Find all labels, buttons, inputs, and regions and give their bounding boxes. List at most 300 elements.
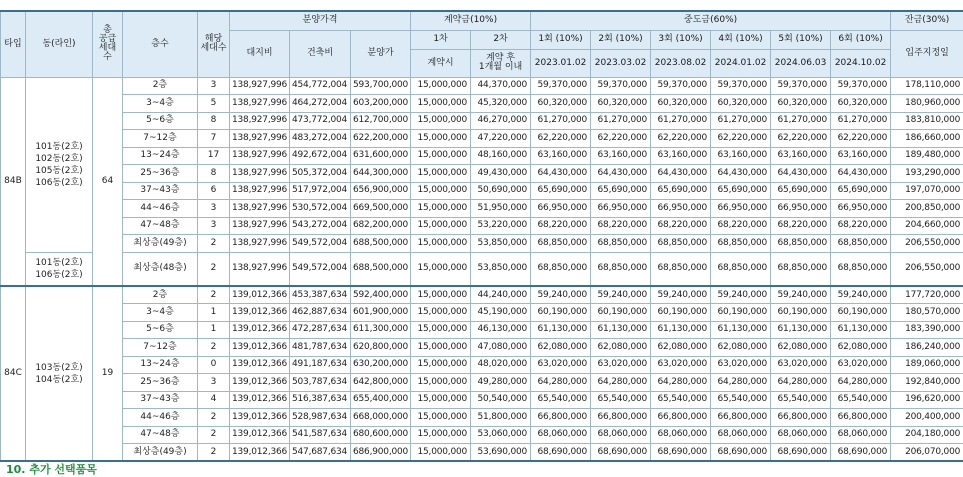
middle-payment-cell: 64,280,000 <box>651 374 711 392</box>
middle-payment-cell: 60,320,000 <box>651 95 711 113</box>
dong-label: 101동(2호) <box>28 141 90 153</box>
middle-payment-cell: 65,540,000 <box>771 391 831 409</box>
table-row <box>1 165 963 183</box>
middle-payment-cell: 59,240,000 <box>591 286 651 304</box>
header-mid-5: 5회 (10%) <box>771 30 831 49</box>
table-row <box>1 147 963 165</box>
sale-price-cell: 688,500,000 <box>351 235 411 253</box>
floor-cell: 13~24층 <box>123 356 198 374</box>
floor-cell: 37~43층 <box>123 391 198 409</box>
table-row <box>1 356 963 374</box>
middle-payment-cell: 68,220,000 <box>651 217 711 235</box>
middle-payment-cell: 63,020,000 <box>711 356 771 374</box>
land-cost-cell: 139,012,366 <box>230 304 290 322</box>
land-cost-cell: 139,012,366 <box>230 321 290 339</box>
sale-price-cell: 655,400,000 <box>351 391 411 409</box>
header-sale-price: 분양가격 <box>230 11 411 30</box>
header-mid-date-5: 2024.06.03 <box>771 49 831 77</box>
deposit-2-cell: 53,690,000 <box>471 444 531 462</box>
header-mid-3: 3회 (10%) <box>651 30 711 49</box>
land-cost-cell: 139,012,366 <box>230 339 290 357</box>
middle-payment-cell: 68,690,000 <box>591 444 651 462</box>
middle-payment-cell: 68,060,000 <box>711 426 771 444</box>
middle-payment-cell: 66,950,000 <box>531 200 591 218</box>
middle-payment-cell: 68,850,000 <box>711 235 771 253</box>
balance-cell: 180,570,000 <box>891 304 963 322</box>
middle-payment-cell: 63,160,000 <box>831 147 891 165</box>
middle-payment-cell: 60,320,000 <box>711 95 771 113</box>
middle-payment-cell: 64,280,000 <box>591 374 651 392</box>
middle-payment-cell: 68,220,000 <box>831 217 891 235</box>
sale-price-cell: 686,900,000 <box>351 444 411 462</box>
building-cost-cell: 462,887,634 <box>290 304 351 322</box>
building-cost-cell: 528,987,634 <box>290 409 351 427</box>
building-cost-cell: 517,972,004 <box>290 182 351 200</box>
type-cell: 84C <box>1 286 26 461</box>
land-cost-cell: 138,927,996 <box>230 252 290 286</box>
deposit-1-cell: 15,000,000 <box>411 426 471 444</box>
deposit-1-cell: 15,000,000 <box>411 112 471 130</box>
middle-payment-cell: 66,950,000 <box>831 200 891 218</box>
middle-payment-cell: 65,690,000 <box>591 182 651 200</box>
middle-payment-cell: 60,320,000 <box>531 95 591 113</box>
balance-cell: 206,070,000 <box>891 444 963 462</box>
middle-payment-cell: 59,370,000 <box>651 77 711 95</box>
dong-label: 103동(2호) <box>28 362 90 374</box>
middle-payment-cell: 64,430,000 <box>831 165 891 183</box>
middle-payment-cell: 62,220,000 <box>651 130 711 148</box>
units-cell: 2 <box>198 409 230 427</box>
total-units-cell: 19 <box>93 286 123 461</box>
header-mid-4: 4회 (10%) <box>711 30 771 49</box>
building-cost-cell: 453,387,634 <box>290 286 351 304</box>
table-row <box>1 444 963 462</box>
middle-payment-cell: 63,020,000 <box>651 356 711 374</box>
middle-payment-cell: 61,130,000 <box>771 321 831 339</box>
balance-cell: 200,400,000 <box>891 409 963 427</box>
header-mid-date-2: 2023.03.02 <box>591 49 651 77</box>
header-balance: 잔금(30%) <box>891 11 963 30</box>
units-cell: 2 <box>198 444 230 462</box>
building-cost-cell: 503,787,634 <box>290 374 351 392</box>
building-cost-cell: 516,387,634 <box>290 391 351 409</box>
header-dep1: 1차 <box>411 30 471 49</box>
middle-payment-cell: 68,850,000 <box>831 235 891 253</box>
middle-payment-cell: 59,240,000 <box>531 286 591 304</box>
sale-price-cell: 644,300,000 <box>351 165 411 183</box>
middle-payment-cell: 64,430,000 <box>771 165 831 183</box>
middle-payment-cell: 68,220,000 <box>591 217 651 235</box>
balance-cell: 186,660,000 <box>891 130 963 148</box>
deposit-2-cell: 51,800,000 <box>471 409 531 427</box>
middle-payment-cell: 68,690,000 <box>651 444 711 462</box>
balance-cell: 178,110,000 <box>891 77 963 95</box>
middle-payment-cell: 66,800,000 <box>531 409 591 427</box>
middle-payment-cell: 61,130,000 <box>711 321 771 339</box>
building-cost-cell: 464,272,004 <box>290 95 351 113</box>
table-row <box>1 426 963 444</box>
table-row <box>1 130 963 148</box>
middle-payment-cell: 66,800,000 <box>651 409 711 427</box>
header-mid-2: 2회 (10%) <box>591 30 651 49</box>
building-cost-cell: 481,787,634 <box>290 339 351 357</box>
middle-payment-cell: 65,690,000 <box>831 182 891 200</box>
middle-payment-cell: 63,160,000 <box>771 147 831 165</box>
deposit-1-cell: 15,000,000 <box>411 235 471 253</box>
header-mid-date-3: 2023.08.02 <box>651 49 711 77</box>
deposit-2-cell: 53,850,000 <box>471 252 531 286</box>
header-deposit: 계약금(10%) <box>411 11 531 30</box>
middle-payment-cell: 64,430,000 <box>711 165 771 183</box>
deposit-1-cell: 15,000,000 <box>411 391 471 409</box>
floor-cell: 최상층(49층) <box>123 235 198 253</box>
middle-payment-cell: 64,280,000 <box>711 374 771 392</box>
table-row <box>1 235 963 253</box>
middle-payment-cell: 64,280,000 <box>531 374 591 392</box>
table-row <box>1 286 963 304</box>
middle-payment-cell: 66,800,000 <box>771 409 831 427</box>
middle-payment-cell: 62,080,000 <box>531 339 591 357</box>
units-cell: 0 <box>198 356 230 374</box>
deposit-1-cell: 15,000,000 <box>411 130 471 148</box>
sale-price-cell: 592,400,000 <box>351 286 411 304</box>
floor-cell: 최상층(48층) <box>123 252 198 286</box>
balance-cell: 183,390,000 <box>891 321 963 339</box>
middle-payment-cell: 66,800,000 <box>591 409 651 427</box>
middle-payment-cell: 61,270,000 <box>591 112 651 130</box>
table-row <box>1 182 963 200</box>
sale-price-cell: 680,600,000 <box>351 426 411 444</box>
middle-payment-cell: 59,370,000 <box>831 77 891 95</box>
middle-payment-cell: 63,160,000 <box>591 147 651 165</box>
sale-price-cell: 593,700,000 <box>351 77 411 95</box>
header-dep1-when: 계약시 <box>411 49 471 77</box>
units-cell: 2 <box>198 339 230 357</box>
middle-payment-cell: 61,130,000 <box>531 321 591 339</box>
land-cost-cell: 138,927,996 <box>230 112 290 130</box>
middle-payment-cell: 59,240,000 <box>711 286 771 304</box>
middle-payment-cell: 68,850,000 <box>531 235 591 253</box>
middle-payment-cell: 68,690,000 <box>531 444 591 462</box>
building-cost-cell: 505,372,004 <box>290 165 351 183</box>
header-mid-1: 1회 (10%) <box>531 30 591 49</box>
building-cost-cell: 541,587,634 <box>290 426 351 444</box>
deposit-1-cell: 15,000,000 <box>411 95 471 113</box>
sale-price-cell: 656,900,000 <box>351 182 411 200</box>
deposit-1-cell: 15,000,000 <box>411 77 471 95</box>
deposit-1-cell: 15,000,000 <box>411 321 471 339</box>
section-title: 10. 추가 선택품목 <box>6 461 97 477</box>
land-cost-cell: 139,012,366 <box>230 374 290 392</box>
floor-cell: 3~4층 <box>123 95 198 113</box>
table-row <box>1 339 963 357</box>
units-cell: 3 <box>198 77 230 95</box>
sale-price-cell: 620,800,000 <box>351 339 411 357</box>
deposit-1-cell: 15,000,000 <box>411 286 471 304</box>
deposit-2-cell: 53,850,000 <box>471 235 531 253</box>
balance-cell: 186,240,000 <box>891 339 963 357</box>
deposit-1-cell: 15,000,000 <box>411 252 471 286</box>
middle-payment-cell: 68,690,000 <box>831 444 891 462</box>
middle-payment-cell: 60,320,000 <box>771 95 831 113</box>
sale-price-cell: 682,200,000 <box>351 217 411 235</box>
middle-payment-cell: 61,270,000 <box>651 112 711 130</box>
middle-payment-cell: 65,540,000 <box>711 391 771 409</box>
land-cost-cell: 139,012,366 <box>230 391 290 409</box>
dong-label: 101동(2호) <box>28 257 90 269</box>
sale-price-cell: 630,200,000 <box>351 356 411 374</box>
middle-payment-cell: 68,850,000 <box>591 252 651 286</box>
middle-payment-cell: 60,190,000 <box>531 304 591 322</box>
units-cell: 3 <box>198 200 230 218</box>
sale-price-cell: 611,300,000 <box>351 321 411 339</box>
balance-cell: 193,290,000 <box>891 165 963 183</box>
middle-payment-cell: 66,950,000 <box>591 200 651 218</box>
balance-cell: 183,810,000 <box>891 112 963 130</box>
middle-payment-cell: 68,690,000 <box>771 444 831 462</box>
dong-cell <box>26 77 93 252</box>
middle-payment-cell: 63,020,000 <box>771 356 831 374</box>
header-mid-6: 6회 (10%) <box>831 30 891 49</box>
units-cell: 3 <box>198 217 230 235</box>
middle-payment-cell: 60,190,000 <box>771 304 831 322</box>
deposit-1-cell: 15,000,000 <box>411 356 471 374</box>
deposit-2-cell: 48,160,000 <box>471 147 531 165</box>
sale-price-cell: 669,500,000 <box>351 200 411 218</box>
deposit-2-cell: 53,060,000 <box>471 426 531 444</box>
building-cost-cell: 543,272,004 <box>290 217 351 235</box>
header-dep2: 2차 <box>471 30 531 49</box>
deposit-1-cell: 15,000,000 <box>411 339 471 357</box>
table-row <box>1 321 963 339</box>
middle-payment-cell: 60,320,000 <box>591 95 651 113</box>
table-header <box>1 11 963 77</box>
middle-payment-cell: 68,850,000 <box>831 252 891 286</box>
middle-payment-cell: 66,950,000 <box>771 200 831 218</box>
table-row <box>1 200 963 218</box>
middle-payment-cell: 60,190,000 <box>591 304 651 322</box>
dong-label: 102동(2호) <box>28 153 90 165</box>
middle-payment-cell: 59,370,000 <box>711 77 771 95</box>
balance-cell: 206,550,000 <box>891 235 963 253</box>
dong-label: 104동(2호) <box>28 374 90 386</box>
units-cell: 17 <box>198 147 230 165</box>
building-cost-cell: 492,672,004 <box>290 147 351 165</box>
units-cell: 6 <box>198 182 230 200</box>
middle-payment-cell: 63,020,000 <box>591 356 651 374</box>
deposit-1-cell: 15,000,000 <box>411 147 471 165</box>
table-row <box>1 112 963 130</box>
deposit-1-cell: 15,000,000 <box>411 200 471 218</box>
deposit-1-cell: 15,000,000 <box>411 409 471 427</box>
floor-cell: 2층 <box>123 286 198 304</box>
middle-payment-cell: 64,430,000 <box>651 165 711 183</box>
middle-payment-cell: 62,220,000 <box>771 130 831 148</box>
middle-payment-cell: 61,270,000 <box>531 112 591 130</box>
deposit-2-cell: 53,220,000 <box>471 217 531 235</box>
balance-cell: 192,840,000 <box>891 374 963 392</box>
header-total-units: 총 공급 세대수 <box>93 11 123 77</box>
dong-label: 105동(2호) <box>28 165 90 177</box>
units-cell: 1 <box>198 304 230 322</box>
units-cell: 2 <box>198 286 230 304</box>
floor-cell: 25~36층 <box>123 165 198 183</box>
middle-payment-cell: 59,370,000 <box>591 77 651 95</box>
balance-cell: 196,620,000 <box>891 391 963 409</box>
middle-payment-cell: 59,370,000 <box>531 77 591 95</box>
deposit-2-cell: 44,370,000 <box>471 77 531 95</box>
floor-cell: 44~46층 <box>123 200 198 218</box>
header-dep2-when: 계약 후 1개월 이내 <box>471 49 531 77</box>
header-building: 건축비 <box>290 30 351 77</box>
building-cost-cell: 491,187,634 <box>290 356 351 374</box>
table-row <box>1 409 963 427</box>
middle-payment-cell: 62,220,000 <box>831 130 891 148</box>
land-cost-cell: 138,927,996 <box>230 217 290 235</box>
land-cost-cell: 138,927,996 <box>230 200 290 218</box>
middle-payment-cell: 68,850,000 <box>771 252 831 286</box>
balance-cell: 177,720,000 <box>891 286 963 304</box>
middle-payment-cell: 68,850,000 <box>711 252 771 286</box>
middle-payment-cell: 63,160,000 <box>531 147 591 165</box>
deposit-2-cell: 47,080,000 <box>471 339 531 357</box>
deposit-2-cell: 44,240,000 <box>471 286 531 304</box>
deposit-1-cell: 15,000,000 <box>411 374 471 392</box>
units-cell: 8 <box>198 112 230 130</box>
land-cost-cell: 138,927,996 <box>230 95 290 113</box>
units-cell: 8 <box>198 165 230 183</box>
floor-cell: 7~12층 <box>123 130 198 148</box>
table-row <box>1 95 963 113</box>
middle-payment-cell: 60,190,000 <box>831 304 891 322</box>
header-mid-date-1: 2023.01.02 <box>531 49 591 77</box>
sale-price-cell: 601,900,000 <box>351 304 411 322</box>
units-cell: 2 <box>198 426 230 444</box>
header-floor: 층수 <box>123 11 198 77</box>
floor-cell: 5~6층 <box>123 112 198 130</box>
middle-payment-cell: 62,080,000 <box>771 339 831 357</box>
deposit-2-cell: 48,020,000 <box>471 356 531 374</box>
middle-payment-cell: 62,080,000 <box>651 339 711 357</box>
balance-cell: 206,550,000 <box>891 252 963 286</box>
land-cost-cell: 139,012,366 <box>230 444 290 462</box>
middle-payment-cell: 63,160,000 <box>651 147 711 165</box>
deposit-2-cell: 49,280,000 <box>471 374 531 392</box>
middle-payment-cell: 62,080,000 <box>711 339 771 357</box>
balance-cell: 180,960,000 <box>891 95 963 113</box>
table-row <box>1 252 963 286</box>
header-mid-date-4: 2024.01.02 <box>711 49 771 77</box>
middle-payment-cell: 61,270,000 <box>831 112 891 130</box>
middle-payment-cell: 59,240,000 <box>651 286 711 304</box>
units-cell: 1 <box>198 321 230 339</box>
land-cost-cell: 138,927,996 <box>230 235 290 253</box>
header-balance-when: 입주지정일 <box>891 30 963 77</box>
floor-cell: 최상층(49층) <box>123 444 198 462</box>
middle-payment-cell: 65,690,000 <box>771 182 831 200</box>
middle-payment-cell: 59,370,000 <box>771 77 831 95</box>
header-dong: 동(라인) <box>26 11 93 77</box>
deposit-1-cell: 15,000,000 <box>411 217 471 235</box>
middle-payment-cell: 63,160,000 <box>711 147 771 165</box>
deposit-1-cell: 15,000,000 <box>411 444 471 462</box>
table-row <box>1 217 963 235</box>
dong-label: 106동(2호) <box>28 269 90 281</box>
type-cell: 84B <box>1 77 26 286</box>
building-cost-cell: 549,572,004 <box>290 252 351 286</box>
middle-payment-cell: 61,270,000 <box>771 112 831 130</box>
units-cell: 7 <box>198 130 230 148</box>
land-cost-cell: 138,927,996 <box>230 130 290 148</box>
middle-payment-cell: 65,540,000 <box>591 391 651 409</box>
middle-payment-cell: 61,130,000 <box>591 321 651 339</box>
balance-cell: 197,070,000 <box>891 182 963 200</box>
units-cell: 2 <box>198 235 230 253</box>
deposit-1-cell: 15,000,000 <box>411 304 471 322</box>
deposit-2-cell: 46,130,000 <box>471 321 531 339</box>
table-row <box>1 77 963 95</box>
land-cost-cell: 139,012,366 <box>230 426 290 444</box>
middle-payment-cell: 62,220,000 <box>531 130 591 148</box>
middle-payment-cell: 68,060,000 <box>591 426 651 444</box>
land-cost-cell: 138,927,996 <box>230 147 290 165</box>
middle-payment-cell: 60,190,000 <box>711 304 771 322</box>
floor-cell: 25~36층 <box>123 374 198 392</box>
middle-payment-cell: 65,540,000 <box>531 391 591 409</box>
table-body <box>1 77 963 461</box>
middle-payment-cell: 62,080,000 <box>831 339 891 357</box>
middle-payment-cell: 68,060,000 <box>771 426 831 444</box>
deposit-1-cell: 15,000,000 <box>411 165 471 183</box>
header-mid-date-6: 2024.10.02 <box>831 49 891 77</box>
deposit-1-cell: 15,000,000 <box>411 182 471 200</box>
table-row <box>1 391 963 409</box>
middle-payment-cell: 68,850,000 <box>651 235 711 253</box>
deposit-2-cell: 47,220,000 <box>471 130 531 148</box>
middle-payment-cell: 65,690,000 <box>651 182 711 200</box>
middle-payment-cell: 68,850,000 <box>531 252 591 286</box>
floor-cell: 37~43층 <box>123 182 198 200</box>
middle-payment-cell: 61,270,000 <box>711 112 771 130</box>
floor-cell: 47~48층 <box>123 426 198 444</box>
floor-cell: 2층 <box>123 77 198 95</box>
dong-cell <box>26 286 93 461</box>
units-cell: 3 <box>198 374 230 392</box>
middle-payment-cell: 66,800,000 <box>711 409 771 427</box>
building-cost-cell: 483,272,004 <box>290 130 351 148</box>
balance-cell: 200,850,000 <box>891 200 963 218</box>
sale-price-cell: 603,200,000 <box>351 95 411 113</box>
middle-payment-cell: 63,020,000 <box>531 356 591 374</box>
middle-payment-cell: 68,850,000 <box>651 252 711 286</box>
balance-cell: 189,060,000 <box>891 356 963 374</box>
land-cost-cell: 138,927,996 <box>230 77 290 95</box>
header-sale: 분양가 <box>351 30 411 77</box>
middle-payment-cell: 60,320,000 <box>831 95 891 113</box>
header-land: 대지비 <box>230 30 290 77</box>
middle-payment-cell: 65,540,000 <box>831 391 891 409</box>
price-table <box>0 10 963 462</box>
middle-payment-cell: 68,060,000 <box>831 426 891 444</box>
total-units-cell: 64 <box>93 77 123 286</box>
middle-payment-cell: 64,280,000 <box>831 374 891 392</box>
middle-payment-cell: 62,220,000 <box>711 130 771 148</box>
building-cost-cell: 473,772,004 <box>290 112 351 130</box>
deposit-2-cell: 49,430,000 <box>471 165 531 183</box>
units-cell: 2 <box>198 252 230 286</box>
balance-cell: 204,660,000 <box>891 217 963 235</box>
floor-cell: 5~6층 <box>123 321 198 339</box>
